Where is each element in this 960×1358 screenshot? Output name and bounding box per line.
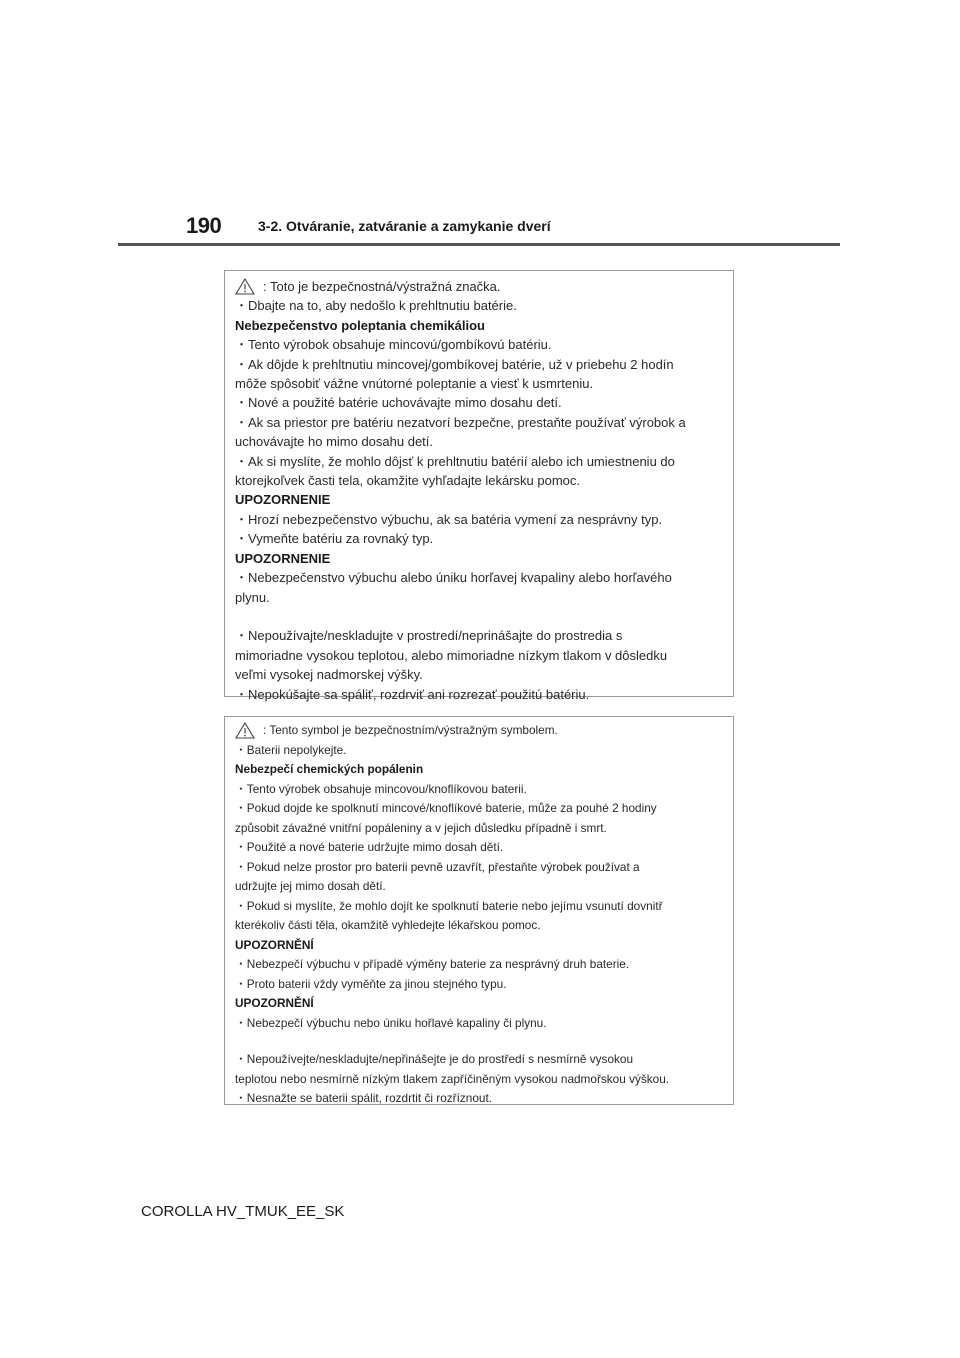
warning-text-line: ・Tento výrobek obsahuje mincovou/knoflíkovou baterii. bbox=[235, 781, 527, 796]
page-number: 190 bbox=[186, 213, 222, 238]
warning-text-line: ktorejkoľvek časti tela, okamžite vyhľadajte lekársku pomoc. bbox=[235, 473, 581, 489]
warning-heading: UPOZORNENIE bbox=[235, 550, 331, 566]
warning-text-line: teplotou nebo nesmírně nízkým tlakem zapříčiněným vysokou nadmořskou výškou. bbox=[235, 1071, 670, 1086]
warning-box-slovak bbox=[224, 270, 734, 702]
warning-text-line: ・Proto baterii vždy vyměňte za jinou stejného typu. bbox=[235, 976, 507, 991]
warning-text-lines bbox=[235, 296, 723, 704]
warning-text-line: ・Hrozí nebezpečenstvo výbuchu, ak sa batéria vymení za nesprávny typ. bbox=[235, 511, 663, 527]
blank-line bbox=[235, 1033, 723, 1050]
warning-text-line: kterékoliv části těla, okamžitě vyhledejte lékařskou pomoc. bbox=[235, 918, 541, 932]
warning-text-lines bbox=[235, 741, 723, 1109]
warning-text-line: ・Nesnažte se baterii spálit, rozdrtit či rozříznout. bbox=[235, 1091, 493, 1105]
warning-symbol-note bbox=[235, 721, 723, 741]
warning-text-line: uchovávajte ho mimo dosahu detí. bbox=[235, 434, 434, 450]
warning-heading: UPOZORNĚNÍ bbox=[235, 996, 314, 1010]
warning-text-line: ・Použité a nové baterie udržujte mimo dosah dětí. bbox=[235, 840, 504, 854]
warning-text-line: ・Nepokúšajte sa spáliť, rozdrviť ani rozrezať použitú batériu. bbox=[235, 686, 590, 702]
warning-triangle-icon bbox=[235, 722, 255, 739]
warning-text-line: ・Pokud nelze prostor pro baterii pevně uzavřít, přestaňte výrobek používat a bbox=[235, 859, 640, 874]
warning-symbol-note bbox=[235, 277, 723, 296]
blank-line bbox=[235, 607, 723, 626]
warning-text-line: ・Nebezpečí výbuchu v případě výměny baterie za nesprávný druh baterie. bbox=[235, 957, 630, 971]
warning-heading: UPOZORNENIE bbox=[235, 492, 331, 508]
warning-text-line: ・Nové a použité batérie uchovávajte mimo dosahu detí. bbox=[235, 395, 562, 411]
warning-text-line: ・Tento výrobok obsahuje mincovú/gombíkovú batériu. bbox=[235, 337, 552, 353]
warning-heading: Nebezpečenstvo poleptania chemikáliou bbox=[235, 317, 485, 333]
warning-text-line: ・Nebezpečenstvo výbuchu alebo úniku horľavej kvapaliny alebo horľavého bbox=[235, 570, 672, 586]
warning-triangle-icon bbox=[235, 278, 255, 295]
warning-symbol-text: : Toto je bezpečnostná/výstražná značka. bbox=[263, 279, 501, 294]
warning-symbol-text: : Tento symbol je bezpečnostním/výstražným symbolem. bbox=[263, 723, 558, 737]
warning-text-line: ・Pokud dojde ke spolknutí mincové/knoflíkové baterie, může za pouhé 2 hodiny bbox=[235, 801, 657, 815]
model-code-footer: COROLLA HV_TMUK_EE_SK bbox=[141, 1203, 345, 1220]
warning-text-line: ・Ak sa priestor pre batériu nezatvorí bezpečne, prestaňte používať výrobok a bbox=[235, 414, 686, 430]
warning-text-line: ・Pokud si myslíte, že mohlo dojít ke spolknutí baterie nebo jejímu vsunutí dovnitř bbox=[235, 898, 663, 913]
warning-text-line: veľmi vysokej nadmorskej výšky. bbox=[235, 667, 423, 683]
warning-text-line: ・Ak dôjde k prehltnutiu mincovej/gombíkovej batérie, už v priebehu 2 hodín bbox=[235, 356, 674, 372]
warning-heading: Nebezpečí chemických popálenin bbox=[235, 762, 424, 776]
warning-heading: UPOZORNĚNÍ bbox=[235, 937, 314, 952]
warning-text-line: ・Ak si myslíte, že mohlo dôjsť k prehltnutiu batérií alebo ich umiestneniu do bbox=[235, 453, 675, 469]
warning-text-line: udržujte jej mimo dosah dětí. bbox=[235, 879, 386, 893]
warning-text-line: ・Dbajte na to, aby nedošlo k prehltnutiu batérie. bbox=[235, 298, 517, 314]
section-title: 3-2. Otváranie, zatváranie a zamykanie dverí bbox=[258, 218, 551, 234]
warning-text-line: ・Nepoužívejte/neskladujte/nepřinášejte je do prostředí s nesmírně vysokou bbox=[235, 1052, 634, 1066]
warning-box-czech bbox=[224, 716, 734, 1105]
warning-text-line: môže spôsobiť vážne vnútorné poleptanie a viesť k usmrteniu. bbox=[235, 376, 594, 392]
warning-text-line: ・Nebezpečí výbuchu nebo úniku hořlavé kapaliny či plynu. bbox=[235, 1015, 547, 1030]
warning-text-line: mimoriadne vysokou teplotou, alebo mimoriadne nízkym tlakom v dôsledku bbox=[235, 647, 668, 663]
warning-text-line: způsobit závažné vnitřní popáleniny a v jejich důsledku případně i smrt. bbox=[235, 820, 607, 835]
header-divider bbox=[118, 243, 840, 246]
warning-text-line: ・Vymeňte batériu za rovnaký typ. bbox=[235, 531, 434, 547]
warning-text-line: plynu. bbox=[235, 589, 270, 605]
warning-text-line: ・Nepoužívajte/neskladujte v prostredí/neprinášajte do prostredia s bbox=[235, 628, 623, 644]
warning-text-line: ・Baterii nepolykejte. bbox=[235, 742, 347, 757]
